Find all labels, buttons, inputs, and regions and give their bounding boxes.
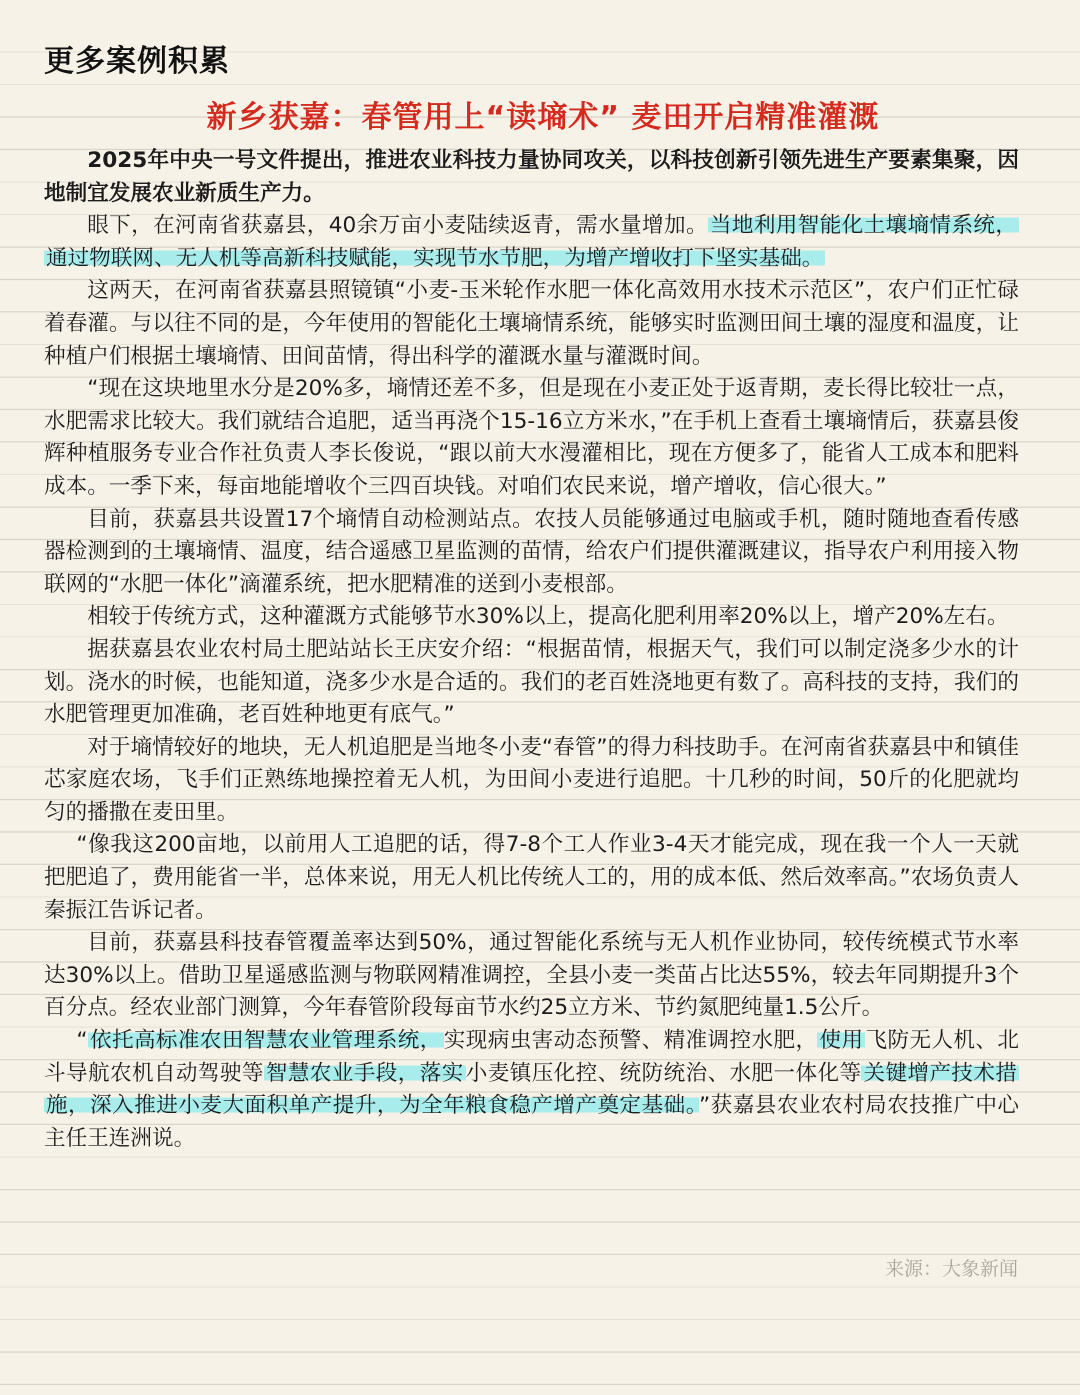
paragraph-text: 飞防无人机、北斗导航农机自动驾驶等	[44, 1028, 1019, 1086]
paragraph-lead: 2025年中央一号文件提出，推进农业科技力量协同攻关，以科技创新引领先进生产要素集聚，因地制宜发展农业新质生产力。	[44, 148, 1019, 206]
paragraph-text: 小麦镇压化控、统防统治、水肥一体化等	[465, 1060, 862, 1086]
paragraph	[44, 1025, 1019, 1155]
highlighted-text: 当地利用智能化土壤墒情系统，通过物联网、无人机等高新科技赋能，实现节水节肥，为增产增收打下坚实基础。	[46, 213, 1017, 271]
article-body	[44, 145, 1019, 1155]
highlighted-text: 关键增产技术措施，深入推进小麦大面积单产提升，为全年粮食稳产增产奠定基础。	[46, 1060, 1017, 1119]
article-title: 新乡获嘉：春管用上“读墒术” 麦田开启精准灌溉	[206, 100, 880, 135]
paragraph: 目前，获嘉县科技春管覆盖率达到50%，通过智能化系统与无人机作业协同，较传统模式节水率达30%以上。借助卫星遥感监测与物联网精准调控，全县小麦一类苗占比达55%，较去年同期提升3个百分点。经农业部门测算，今年春管阶段每亩节水约25立方米、节约氮肥纯量1.5公斤。	[44, 930, 1019, 1021]
paragraph: 据获嘉县农业农村局土肥站站长王庆安介绍：“根据苗情，根据天气，我们可以制定浇多少水的计划。浇水的时候，也能知道，浇多少水是合适的。我们的老百姓浇地更有数了。高科技的支持，我们的水肥管理更加准确，老百姓种地更有底气。”	[44, 636, 1019, 728]
paragraph: “现在这块地里水分是20%多，墒情还差不多，但是现在小麦正处于返青期，麦长得比较壮一点，水肥需求比较大。我们就结合追肥，适当再浇个15-16立方米水，”在手机上查看土壤墒情后，获嘉县俊辉种植服务专业合作社负责人李长俊说，“跟以前大水漫灌相比，现在方便多了，能省人工成本和肥料成本。一季下来，每亩地能增收个三四百块钱。对咱们农民来说，增产增收，信心很大。”	[44, 376, 1019, 499]
highlighted-text: 依托高标准农田智慧农业管理系统，	[89, 1028, 442, 1054]
paragraph-text: ”获嘉县农业农村局农技推广中心主任王连洲说。	[44, 1093, 1019, 1151]
highlighted-text: 使用	[819, 1028, 864, 1054]
source-credit: 来源：大象新闻	[884, 1258, 1018, 1280]
highlighted-text: 智慧农业手段，落实	[265, 1060, 464, 1086]
paragraph: “像我这200亩地，以前用人工追肥的话，得7-8个工人作业3-4天才能完成，现在我一个人一天就把肥追了，费用能省一半，总体来说，用无人机比传统人工的，用的成本低、然后效率高。”农场负责人秦振江告诉记者。	[44, 832, 1019, 923]
paragraph: 这两天，在河南省获嘉县照镜镇“小麦-玉米轮作水肥一体化高效用水技术示范区”，农户们正忙碌着春灌。与以往不同的是，今年使用的智能化土壤墒情系统，能够实时监测田间土壤的湿度和温度，让种植户们根据土壤墒情、田间苗情，得出科学的灌溉水量与灌溉时间。	[44, 278, 1019, 369]
paragraph	[44, 210, 1019, 275]
paragraph: 目前，获嘉县共设置17个墒情自动检测站点。农技人员能够通过电脑或手机，随时随地查看传感器检测到的土壤墒情、温度，结合遥感卫星监测的苗情，给农户们提供灌溉建议，指导农户利用接入物联网的“水肥一体化”滴灌系统，把水肥精准的送到小麦根部。	[44, 506, 1019, 597]
paragraph: 对于墒情较好的地块，无人机追肥是当地冬小麦“春管”的得力科技助手。在河南省获嘉县中和镇佳芯家庭农场，飞手们正熟练地操控着无人机，为田间小麦进行追肥。十几秒的时间，50斤的化肥就均匀的播撒在麦田里。	[44, 734, 1019, 825]
section-title: 更多案例积累	[44, 44, 230, 79]
paragraph-text: 实现病虫害动态预警、精准调控水肥，	[443, 1028, 818, 1054]
paragraph: 相较于传统方式，这种灌溉方式能够节水30%以上，提高化肥利用率20%以上，增产20%左右。	[87, 604, 1009, 630]
paragraph-text: 眼下，在河南省获嘉县，40余万亩小麦陆续返青，需水量增加。	[87, 213, 708, 239]
paragraph-text: “	[76, 1028, 88, 1054]
